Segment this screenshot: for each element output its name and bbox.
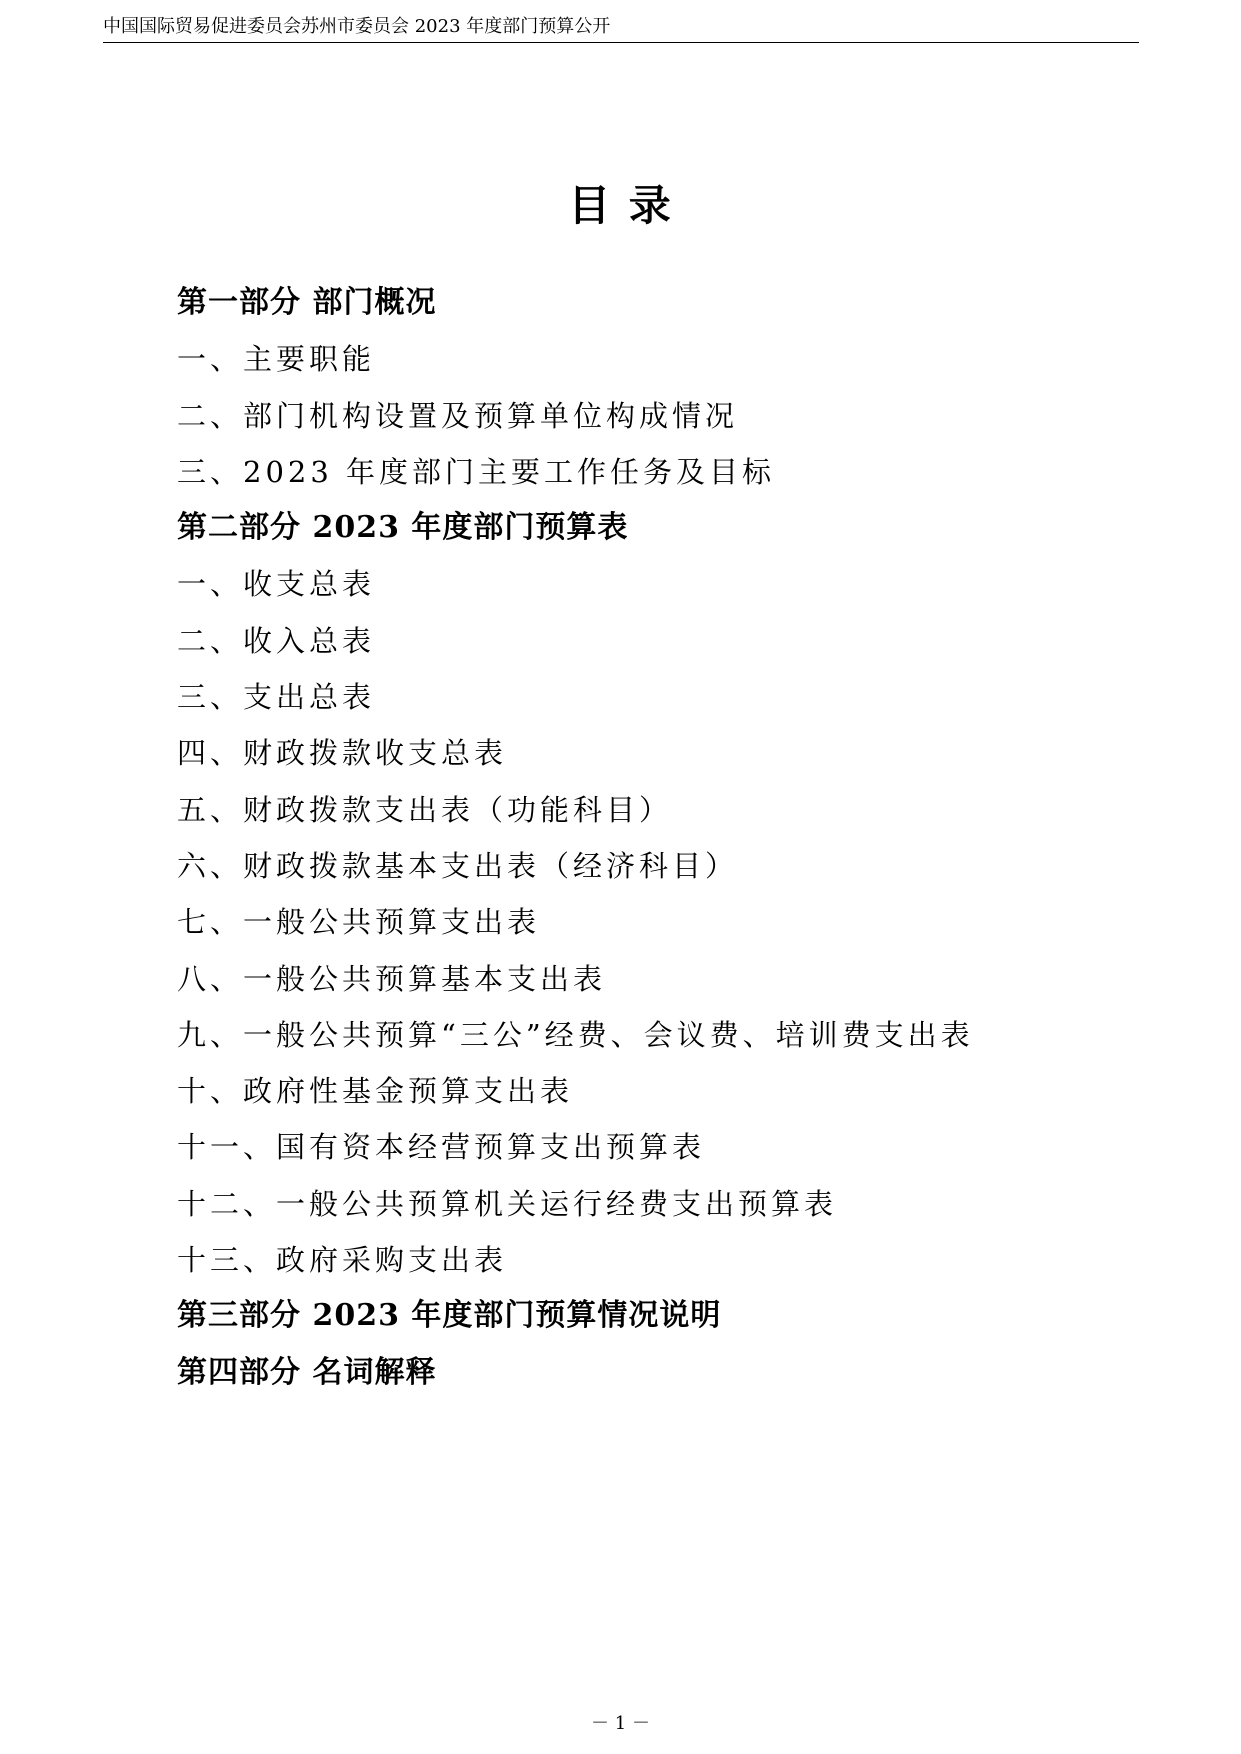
toc-part-heading: 第三部分 2023 年度部门预算情况说明 [177, 1298, 722, 1334]
toc-item: 十三、政府采购支出表 [177, 1243, 508, 1278]
toc-item: 十、政府性基金预算支出表 [177, 1074, 574, 1109]
toc-item: 九、一般公共预算“三公”经费、会议费、培训费支出表 [177, 1017, 974, 1052]
toc-item: 七、一般公共预算支出表 [177, 905, 541, 940]
page-number: － 1 － [591, 1713, 650, 1734]
header-divider [103, 42, 1139, 43]
toc-item: 二、部门机构设置及预算单位构成情况 [177, 398, 739, 433]
toc-item: 四、财政拨款收支总表 [177, 736, 508, 771]
toc-item: 一、主要职能 [177, 342, 376, 377]
toc-part-heading: 第一部分 部门概况 [177, 285, 437, 320]
toc-item: 五、财政拨款支出表（功能科目） [177, 792, 673, 827]
running-header: 中国国际贸易促进委员会苏州市委员会 2023 年度部门预算公开 [103, 16, 611, 37]
toc-item: 二、收入总表 [177, 623, 376, 658]
toc-part-heading: 第二部分 2023 年度部门预算表 [177, 510, 629, 546]
toc-title: 目 录 [568, 181, 673, 230]
toc-item: 十二、一般公共预算机关运行经费支出预算表 [177, 1186, 838, 1221]
toc-item: 八、一般公共预算基本支出表 [177, 961, 607, 996]
toc-item: 一、收支总表 [177, 567, 376, 602]
toc-part-heading: 第四部分 名词解释 [177, 1354, 437, 1390]
toc-item: 十一、国有资本经营预算支出预算表 [177, 1130, 706, 1165]
toc-item: 三、2023 年度部门主要工作任务及目标 [177, 454, 776, 489]
toc-item: 三、支出总表 [177, 680, 376, 715]
toc-item: 六、财政拨款基本支出表（经济科目） [177, 848, 739, 883]
table-of-contents [177, 275, 974, 1401]
